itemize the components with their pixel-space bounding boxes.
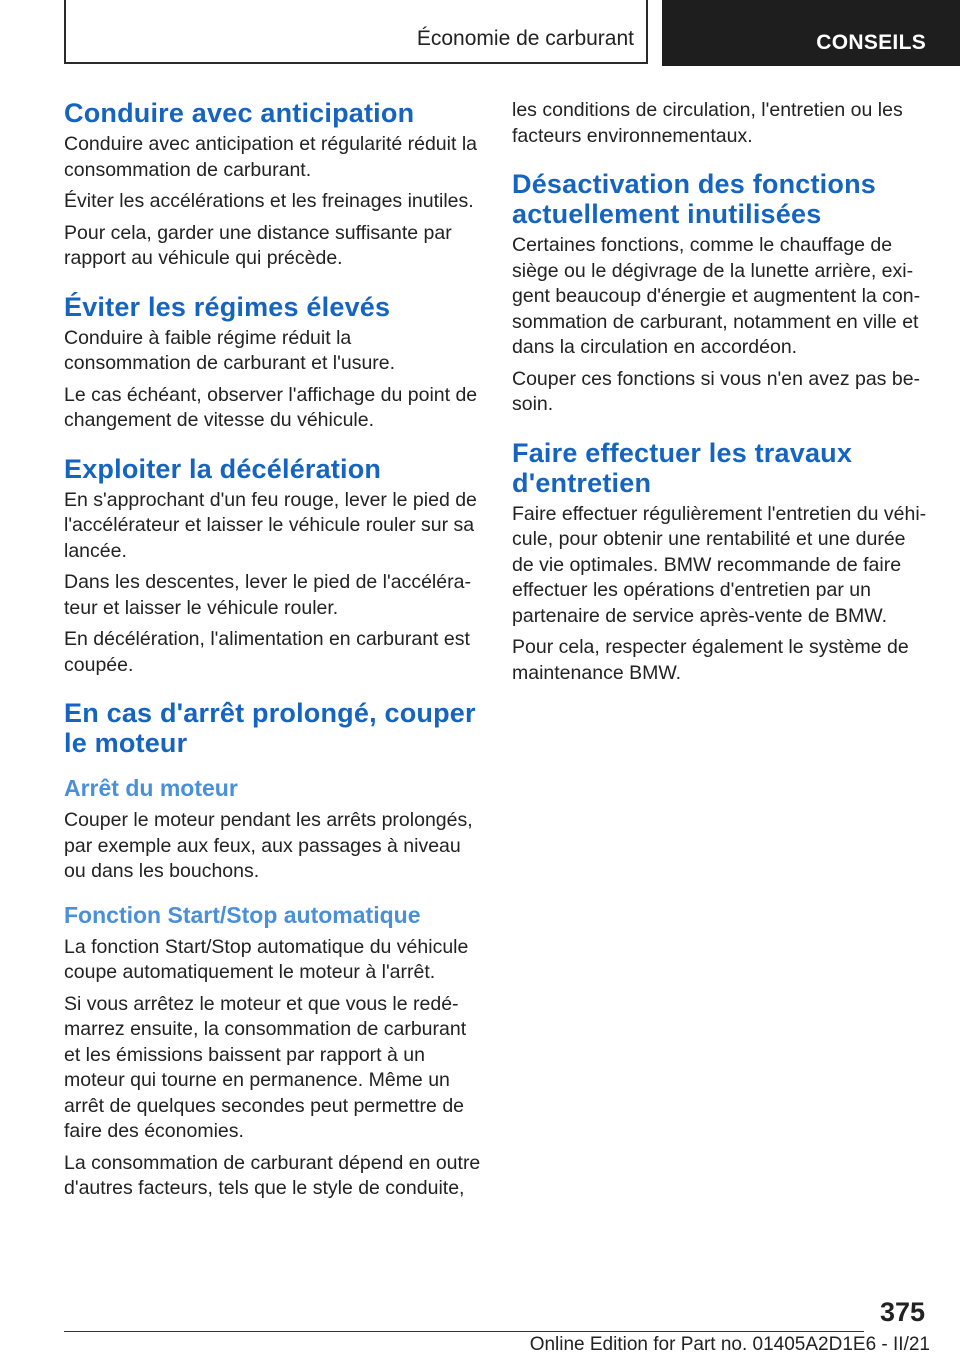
subsection-arret-moteur bbox=[64, 774, 482, 885]
section-title: En cas d'arrêt prolongé, couper le moteur bbox=[64, 698, 476, 758]
section-title: Exploiter la décélération bbox=[64, 453, 382, 484]
section-continuation bbox=[512, 98, 932, 149]
paragraph: Dans les descentes, lever le pied de l'accélérateur et laisser le véhicule rouler. bbox=[64, 571, 471, 619]
paragraph: Éviter les accélérations et les freinages inutiles. bbox=[64, 190, 474, 212]
footer-divider bbox=[64, 1331, 864, 1332]
subsection-title: Arrêt du moteur bbox=[64, 775, 238, 801]
section-title: Faire effectuer les travaux d'entretien bbox=[512, 437, 853, 498]
paragraph: En s'approchant d'un feu rouge, lever le pied de l'accélérateur et laisser le véhicule rouler sur sa lancée. bbox=[64, 488, 477, 562]
paragraph: Faire effectuer régulièrement l'entretien du véhicule, pour obtenir une rentabilité et une durée de vie optimales. BMW recommande de faire effectuer les opérations d'entretien par un partenaire de service après-vente de BMW. bbox=[512, 502, 927, 627]
page-number: 375 bbox=[879, 1297, 925, 1327]
footer-edition: Online Edition for Part no. 01405A2D1E6 - II/21 bbox=[529, 1334, 930, 1355]
header-section-title: Économie de carburant bbox=[416, 27, 634, 50]
paragraph: Couper ces fonctions si vous n'en avez pas besoin. bbox=[512, 367, 921, 415]
right-column bbox=[512, 98, 932, 692]
section-desactivation bbox=[512, 169, 932, 418]
paragraph: Pour cela, respecter également le système de maintenance BMW. bbox=[512, 636, 909, 684]
paragraph: Couper le moteur pendant les arrêts prolongés, par exemple aux feux, aux passages à niveau ou dans les bouchons. bbox=[64, 809, 473, 882]
section-title: Désactivation des fonctions actuellement inutilisées bbox=[512, 169, 876, 229]
paragraph: Conduire à faible régime réduit la consommation de carburant et l'usure. bbox=[64, 326, 396, 374]
section-regimes bbox=[64, 292, 482, 434]
paragraph: les conditions de circulation, l'entretien ou les facteurs environnementaux. bbox=[512, 99, 903, 147]
paragraph: Si vous arrêtez le moteur et que vous le redémarrez ensuite, la consommation de carburant et les émissions baissent par rapport à un moteur qui tourne en permanence. Même un arrêt de quelques secondes peut permettre de faire des économies. bbox=[64, 992, 467, 1142]
paragraph: Certaines fonctions, comme le chauffage de siège ou le dégivrage de la lunette arrière, exigent beaucoup d'énergie et augmentent la consommation de carburant, notamment en ville et dans la circulation en accordéon. bbox=[512, 234, 921, 358]
paragraph: Le cas échéant, observer l'affichage du point de changement de vitesse du véhicule. bbox=[64, 383, 478, 431]
paragraph: La consommation de carburant dépend en outre d'autres facteurs, tels que le style de conduite, bbox=[64, 1151, 481, 1199]
paragraph: En décélération, l'alimentation en carburant est coupée. bbox=[64, 628, 470, 676]
section-entretien bbox=[512, 438, 932, 687]
section-anticipation bbox=[64, 98, 482, 272]
paragraph: Conduire avec anticipation et régularité réduit la consommation de carburant. bbox=[64, 133, 477, 181]
header-chapter-tab bbox=[662, 0, 960, 66]
paragraph: Pour cela, garder une distance suffisante par rapport au véhicule qui précède. bbox=[64, 221, 452, 269]
section-arret-prolonge bbox=[64, 698, 482, 1202]
header-chapter-title: CONSEILS bbox=[816, 31, 926, 54]
header-section-tab bbox=[64, 0, 648, 64]
subsection-start-stop bbox=[64, 901, 482, 1202]
paragraph: La fonction Start/Stop automatique du véhicule coupe automatiquement le moteur à l'arrêt. bbox=[64, 935, 469, 983]
left-column bbox=[64, 98, 482, 1218]
section-deceleration bbox=[64, 454, 482, 679]
section-title: Éviter les régimes élevés bbox=[64, 291, 391, 322]
section-title: Conduire avec anticipation bbox=[64, 98, 415, 128]
subsection-title: Fonction Start/Stop automatique bbox=[64, 901, 421, 928]
